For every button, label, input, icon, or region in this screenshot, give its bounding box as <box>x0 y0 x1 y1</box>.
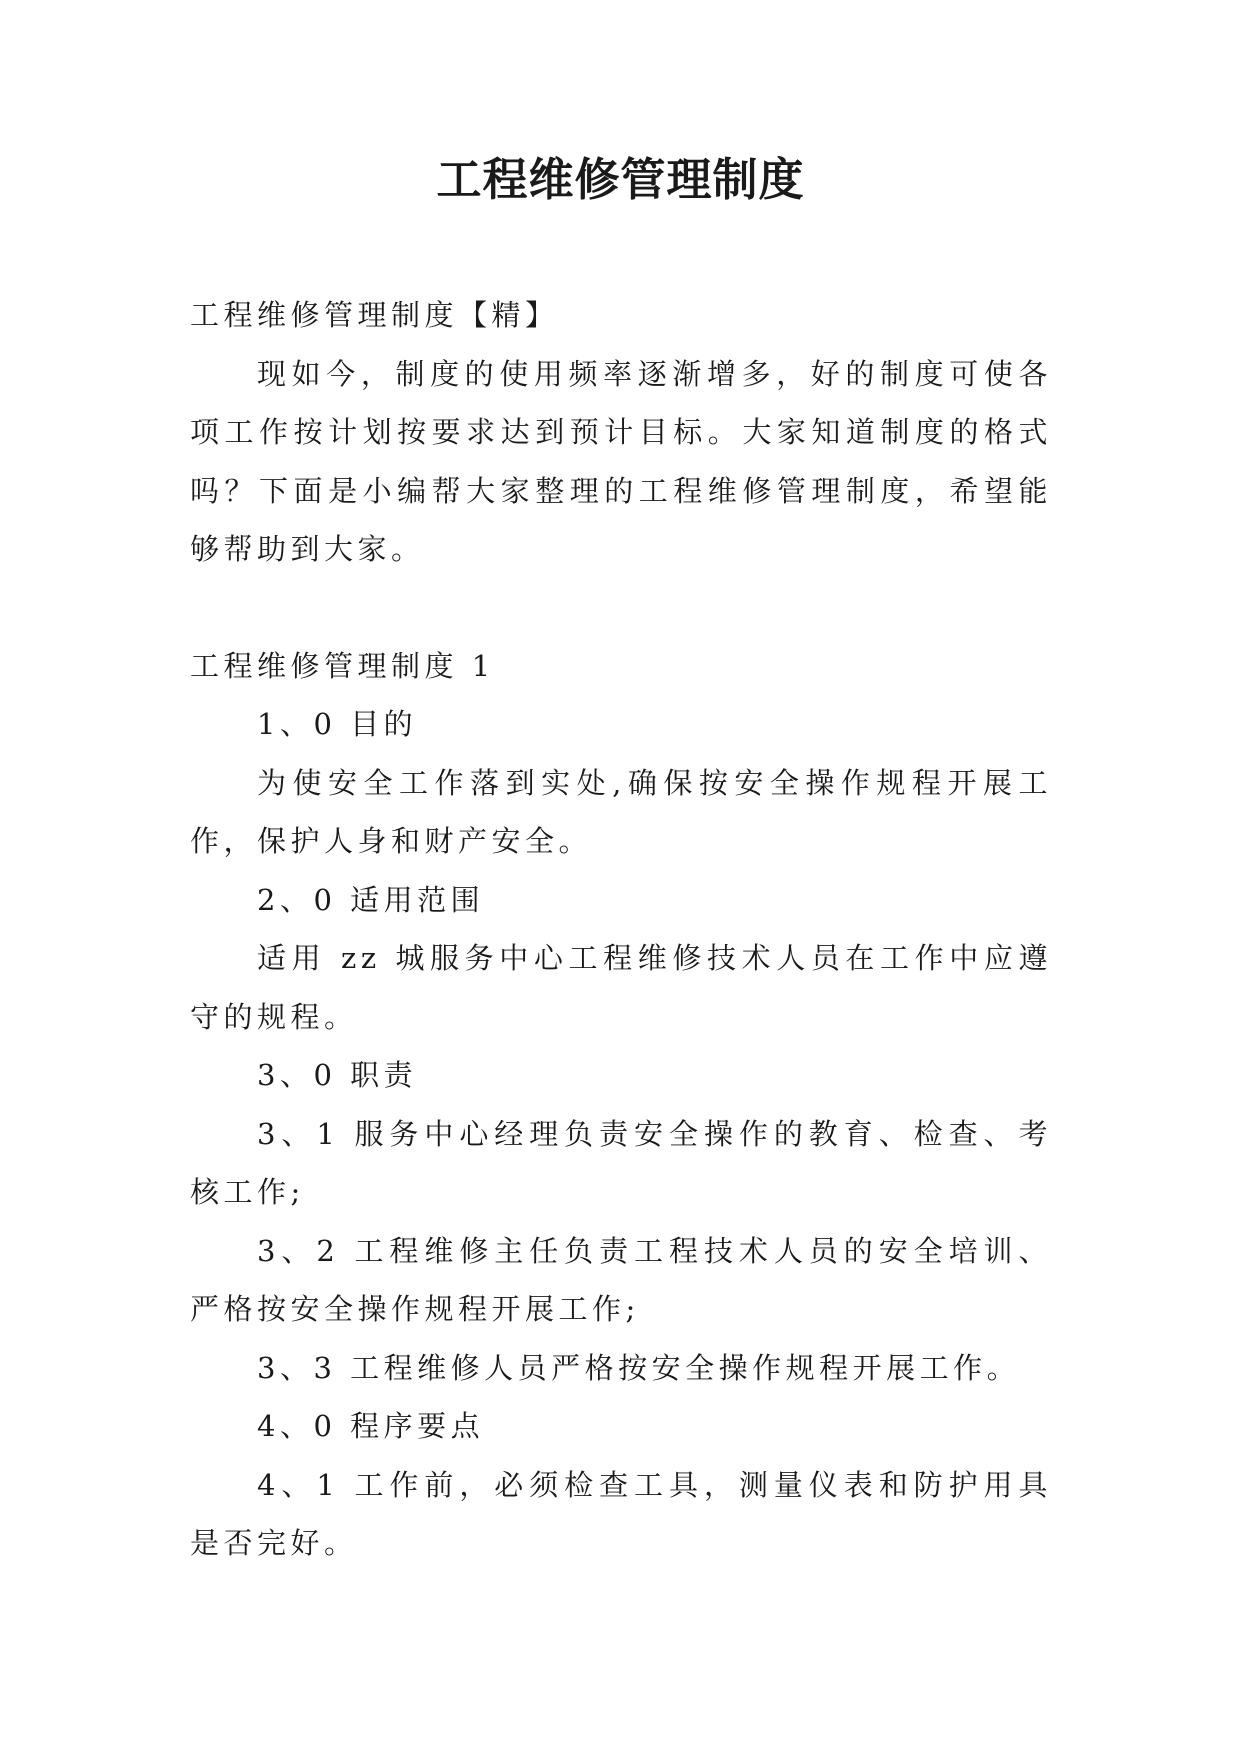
clause-purpose-text: 为使安全工作落到实处,确保按安全操作规程开展工作，保护人身和财产安全。 <box>190 765 1052 858</box>
clause-duty-3-3: 3、3 工程维修人员严格按安全操作规程开展工作。 <box>257 1350 1021 1385</box>
clause-scope-heading: 2、0 适用范围 <box>257 882 485 917</box>
document-title: 工程维修管理制度 <box>436 153 805 206</box>
clause-procedure-heading: 4、0 程序要点 <box>257 1409 485 1443</box>
clause-duty-3-2: 3、2 工程维修主任负责工程技术人员的安全培训、严格按安全操作规程开展工作; <box>190 1233 1052 1326</box>
document-body <box>190 286 1052 1573</box>
clause-duty-3-1: 3、1 服务中心经理负责安全操作的教育、检查、考核工作; <box>190 1116 1052 1209</box>
clause-purpose-heading: 1、0 目的 <box>257 707 418 741</box>
clause-duty-heading: 3、0 职责 <box>257 1058 418 1092</box>
intro-heading: 工程维修管理制度【精】 <box>190 298 559 332</box>
intro-paragraph: 现如今，制度的使用频率逐渐增多，好的制度可使各项工作按计划按要求达到预计目标。大家知道制度的格式吗？下面是小编帮大家整理的工程维修管理制度，希望能够帮助到大家。 <box>190 356 1052 566</box>
paragraph-spacer <box>190 579 1052 637</box>
clause-scope-text: 适用 zz 城服务中心工程维修技术人员在工作中应遵守的规程。 <box>190 941 1052 1034</box>
section-heading: 工程维修管理制度 1 <box>190 648 495 683</box>
clause-procedure-4-1: 4、1 工作前，必须检查工具，测量仪表和防护用具是否完好。 <box>190 1467 1052 1560</box>
